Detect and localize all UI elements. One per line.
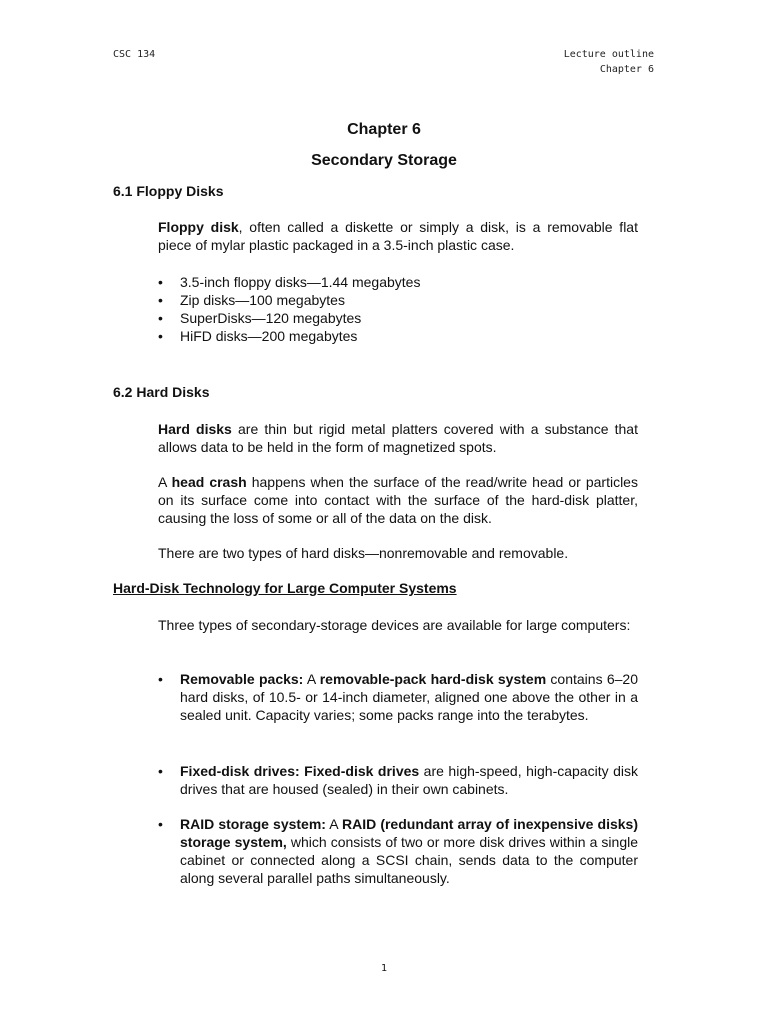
floppy-term: Floppy disk	[158, 219, 239, 235]
item-text: are high-speed, high-capacity disk drives that are housed (sealed) in their own cabinets.	[180, 763, 638, 797]
large-systems-intro: Three types of secondary-storage devices are available for large computers:	[158, 617, 631, 633]
list-item	[158, 309, 638, 327]
list-item-fixed-disk-drives	[158, 762, 638, 798]
list-item	[158, 273, 638, 291]
floppy-capacity-list	[158, 273, 638, 345]
bullet: •	[158, 292, 163, 308]
item-label: Fixed-disk drives: Fixed-disk drives	[180, 763, 420, 779]
bullet: •	[158, 816, 163, 832]
item-text: which consists of two or more disk drives within a single cabinet or connected along a SCSI chain, sends data to the computer along several parallel paths simultaneously.	[180, 834, 639, 886]
item-text: A	[303, 671, 320, 687]
section-heading-hard-disks: 6.2 Hard Disks	[113, 384, 210, 400]
item-label: RAID storage system:	[180, 816, 326, 832]
section-heading-floppy: 6.1 Floppy Disks	[113, 183, 224, 199]
list-item-raid	[158, 815, 638, 887]
chapter-title: Chapter 6	[347, 121, 421, 138]
bullet: •	[158, 310, 163, 326]
list-item-text	[180, 670, 638, 724]
chapter-name: Secondary Storage	[311, 152, 457, 169]
hard-disk-definition	[158, 420, 638, 456]
list-item-text: 3.5-inch floppy disks—1.44 megabytes	[180, 274, 421, 290]
head-crash-text: happens when the surface of the read/write head or particles on its surface come into contact with the surface of the hard-disk platter, causing the loss of some or all of the data on the disk.	[158, 474, 638, 526]
head-crash-lead: A	[158, 474, 172, 490]
head-crash-term: head crash	[171, 474, 247, 490]
item-term: removable-pack hard-disk system	[319, 671, 547, 687]
item-text: A	[325, 816, 342, 832]
hard-disk-types-paragraph: There are two types of hard disks—nonremovable and removable.	[158, 545, 569, 561]
list-item-removable-packs	[158, 670, 638, 724]
list-item-text	[180, 762, 638, 798]
subsection-heading-large-systems: Hard-Disk Technology for Large Computer Systems	[113, 580, 457, 596]
list-item	[158, 327, 638, 345]
floppy-definition	[158, 218, 638, 254]
item-label: Removable packs:	[180, 671, 304, 687]
item-text: contains 6–20 hard disks, of 10.5- or 14-inch diameter, aligned one above the other in a sealed unit. Capacity varies; some packs range into the terabytes.	[180, 671, 638, 723]
list-item-text: HiFD disks—200 megabytes	[180, 328, 358, 344]
bullet: •	[158, 274, 163, 290]
chapter-reference: Chapter 6	[599, 64, 654, 75]
hard-disk-term: Hard disks	[158, 421, 232, 437]
bullet: •	[158, 328, 163, 344]
item-term: RAID (redundant array of inexpensive disks) storage system,	[180, 816, 638, 850]
bullet: •	[158, 763, 163, 779]
hard-disk-definition-text: are thin but rigid metal platters covered with a substance that allows data to be held in the form of magnetized spots.	[158, 421, 638, 455]
list-item-text: SuperDisks—120 megabytes	[180, 310, 362, 326]
list-item-text	[180, 815, 638, 887]
header-right	[564, 47, 654, 77]
page-number: 1	[380, 963, 388, 974]
list-item	[158, 291, 638, 309]
document-type: Lecture outline	[563, 49, 654, 60]
head-crash-paragraph	[158, 473, 638, 527]
course-code: CSC 134	[113, 49, 156, 60]
floppy-definition-text: , often called a diskette or simply a disk, is a removable flat piece of mylar plastic packaged in a 3.5-inch plastic case.	[158, 219, 638, 253]
bullet: •	[158, 671, 163, 687]
list-item-text: Zip disks—100 megabytes	[180, 292, 345, 308]
